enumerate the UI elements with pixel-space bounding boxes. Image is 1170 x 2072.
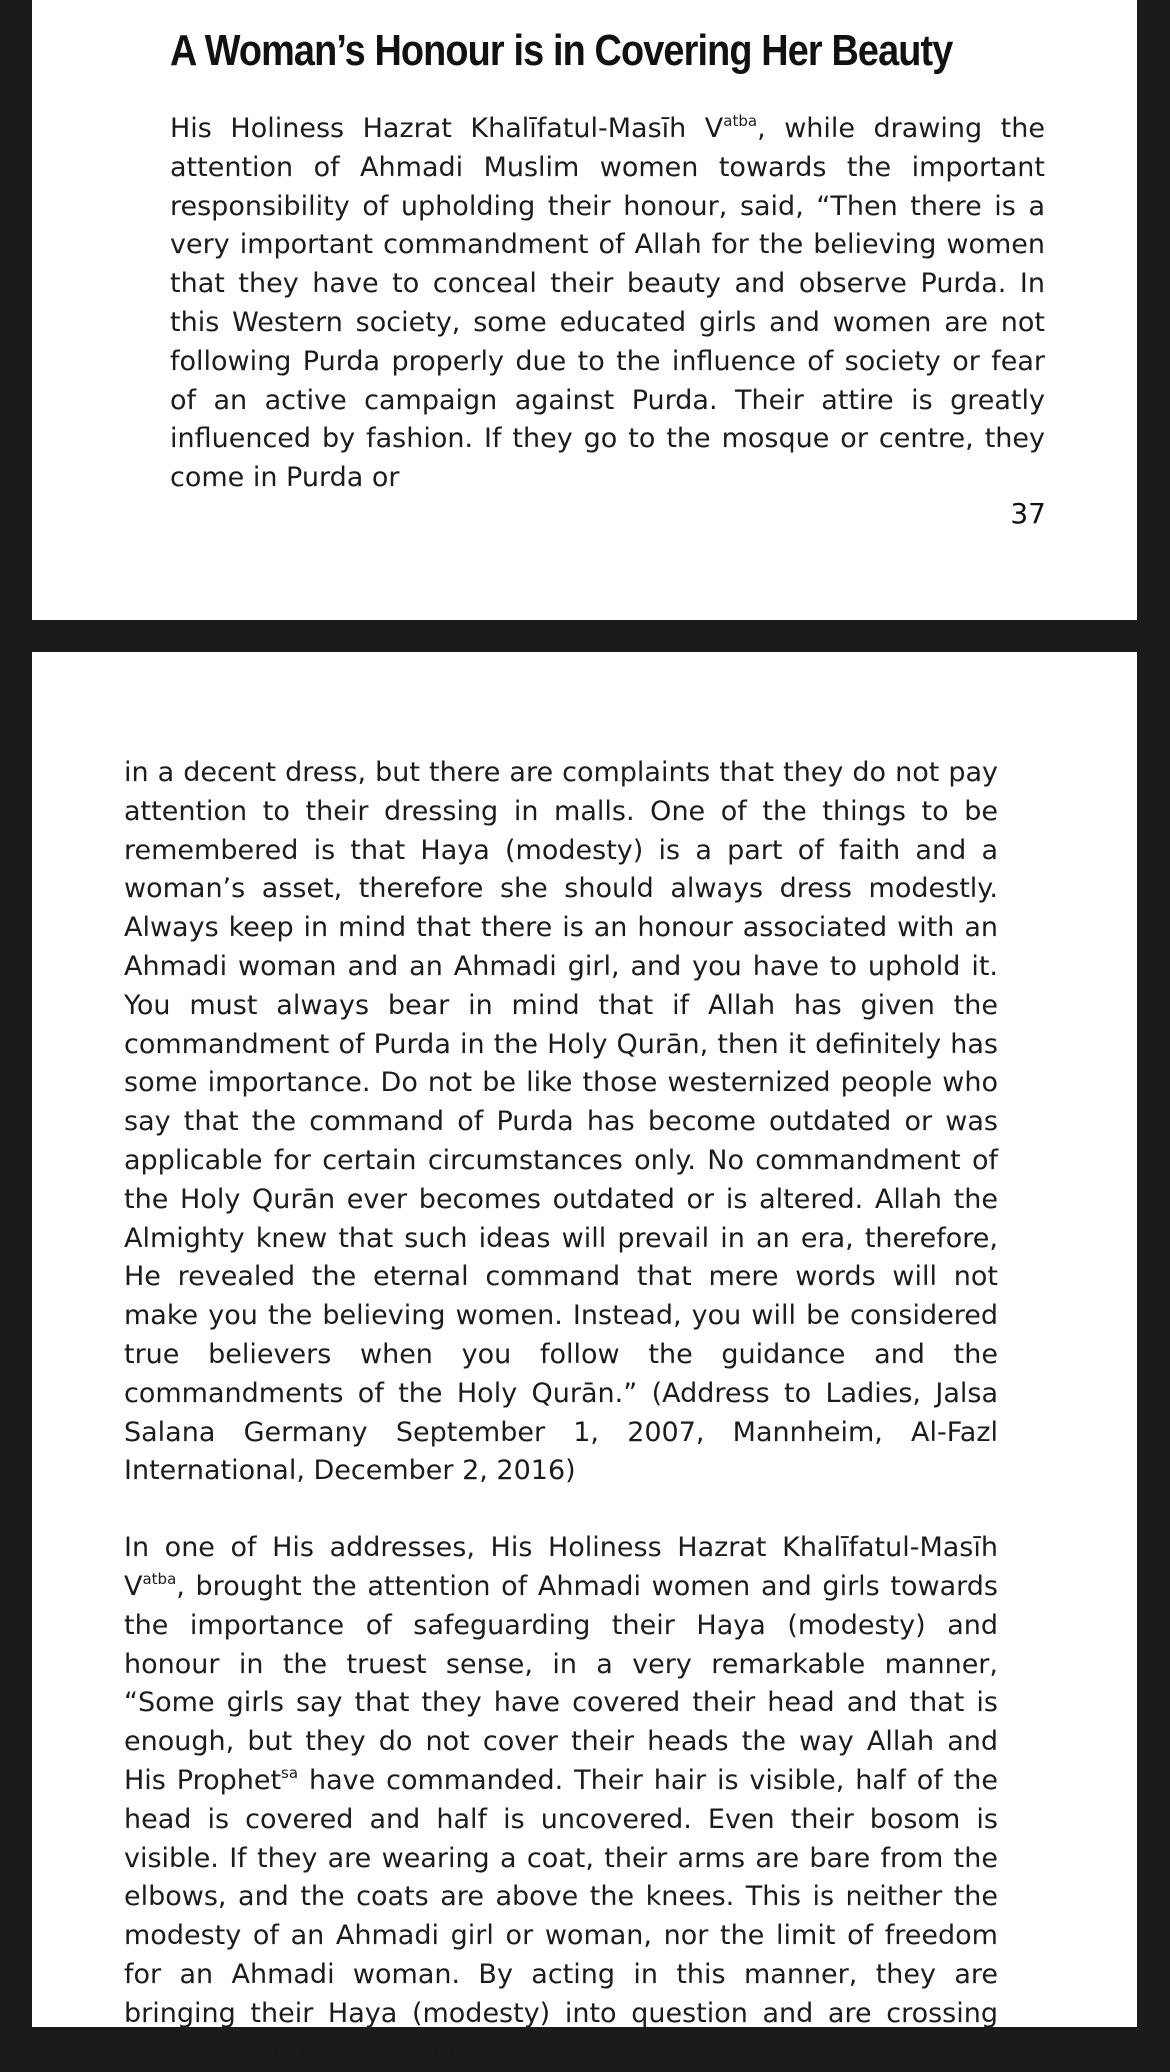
intro-text-part-2: , while drawing the attention of Ahmadi Muslim women towards the important responsibility of upholding their honour, said, “Then there is a very important commandment of Allah for the believing women that they have to conceal their beauty and observe Purda. In this Western society, some educated girls and women are not following Purda properly due to the influence of society or fear of an active campaign against Purda. Their attire is greatly influenced by fashion. If they go to the mosque or centre, they come in Purda or: [170, 113, 1045, 494]
intro-paragraph: [170, 110, 1045, 498]
page-number: 37: [1010, 497, 1046, 530]
intro-text-part-1: His Holiness Hazrat Khalīfatul-Masīh V: [170, 113, 724, 144]
second-paragraph: [124, 1529, 998, 2072]
book-page-37: [32, 0, 1137, 620]
honorific-superscript: atba: [723, 112, 758, 130]
second-text-part-2: , brought the attention of Ahmadi women and girls towards the importance of safeguarding their Haya (modesty) and honour in the truest sense, in a very remarkable manner, “Some girls say that they have covered their head and that is enough, but they do not cover their heads the way Allah and His Prophet: [124, 1570, 998, 1796]
second-text-part-3: have commanded. Their hair is visible, half of the head is covered and half is uncovered. Even their bosom is visible. If they are wearing a coat, their arms are bare from the elbows, and the coats are above the knees. This is neither the modesty of an Ahmadi girl or woman, nor the limit of freedom for an Ahmadi woman. By acting in this manner, they are bringing their Haya (modesty) into question and are crossing the limits of their freedom.: [124, 1764, 998, 2068]
honorific-superscript: atba: [142, 1569, 177, 1588]
book-page-38: [32, 652, 1137, 2068]
prophet-honorific-superscript: sa: [281, 1763, 299, 1782]
continued-paragraph: in a decent dress, but there are complaints that they do not pay attention to their dressing in malls. One of the things to be remembered is that Haya (modesty) is a part of faith and a woman’s asset, therefore she should always dress modestly. Always keep in mind that there is an honour associated with an Ahmadi woman and an Ahmadi girl, and you have to uphold it. You must always bear in mind that if Allah has given the commandment of Purda in the Holy Qurān, then it definitely has some importance. Do not be like those westernized people who say that the command of Purda has become outdated or was applicable for certain circumstances only. No commandment of the Holy Qurān ever becomes outdated or is altered. Allah the Almighty knew that such ideas will prevail in an era, therefore, He revealed the eternal command that mere words will not make you the believing women. Instead, you will be considered true believers when you follow the guidance and the commandments of the Holy Qurān.” (Address to Ladies, Jalsa Salana Germany September 1, 2007, Mannheim, Al-Fazl International, December 2, 2016): [124, 757, 998, 1487]
second-text-part-1: In one of His addresses, His Holiness Hazrat Khalīfatul-Masīh V: [124, 1532, 998, 1602]
page-body: [124, 754, 998, 2072]
chapter-title: A Woman’s Honour is in Covering Her Beauty: [170, 26, 953, 75]
